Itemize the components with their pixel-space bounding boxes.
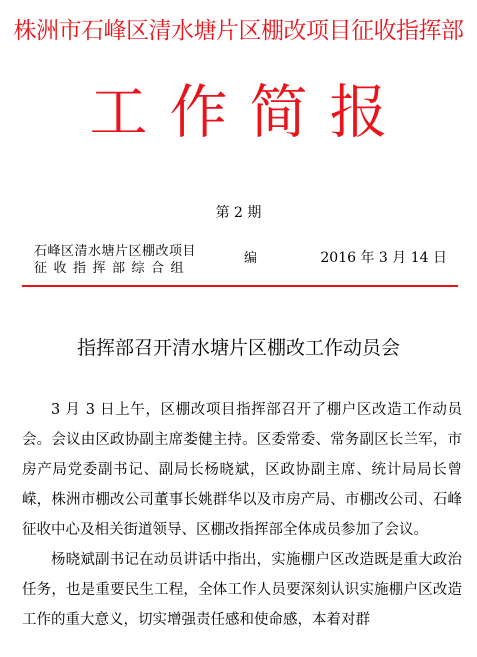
issue-date: 2016 年 3 月 14 日 [320,250,447,266]
article-paragraph: 杨晓斌副书记在动员讲话中指出，实施棚户区改造既是重大政治任务，也是重要民生工程，全体工作人员要深刻认识实施棚户区改造工作的重大意义，切实增强责任感和使命感，本着对群 [22,552,462,628]
issuer-block [34,243,196,277]
article-paragraph: 3 月 3 日上午，区棚改项目指挥部召开了棚户区改造工作动员会。会议由区政协副主席娄健主持。区委常委、常务副区长兰军，市房产局党委副书记、副局长杨晓斌，区政协副主席、统计局局长曾嵘，株洲市棚改公司董事长姚群华以及市房产局、市棚改公司、石峰征收中心及相关街道领导、区棚改指挥部全体成员参加了会议。 [22,402,462,538]
issuer-suffix: 编 [244,251,258,266]
org-title: 株洲市石峰区清水塘片区棚改项目征收指挥部 [13,18,464,44]
issue-number: 第 2 期 [215,205,262,221]
article-body [22,395,462,635]
red-divider [22,285,458,287]
issuer-line: 征收指挥部综合组 [34,261,191,276]
bulletin-title: 工作简报 [89,78,410,146]
issuer-line: 石峰区清水塘片区棚改项目 [34,244,197,259]
article-headline: 指挥部召开清水塘片区棚改工作动员会 [76,337,400,359]
